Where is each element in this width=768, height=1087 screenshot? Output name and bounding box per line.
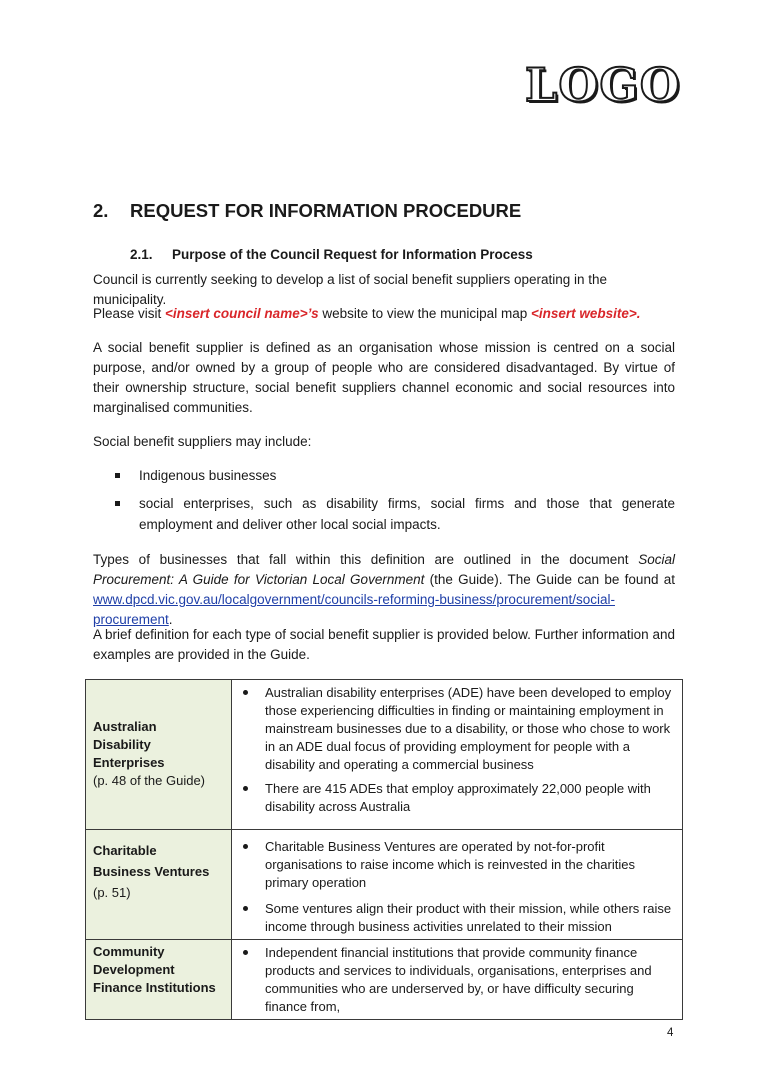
- row-label-line: Business Ventures: [93, 864, 210, 879]
- row-label-line: Community: [93, 944, 165, 959]
- row-content-cell: [232, 940, 683, 1020]
- section-heading: [93, 200, 521, 222]
- bullet-icon: [243, 786, 248, 791]
- row-label-cell: [86, 940, 232, 1020]
- list-item-text: There are 415 ADEs that employ approximately 22,000 people with disability across Australia: [265, 781, 651, 814]
- logo: LOGO: [525, 58, 681, 112]
- row-label-cell: [86, 680, 232, 830]
- subsection-title: Purpose of the Council Request for Information Process: [172, 247, 533, 262]
- visit-text-2: website to view the municipal map: [318, 306, 531, 321]
- row-label-line: Disability: [93, 737, 151, 752]
- supplier-types-table: [85, 679, 683, 1020]
- paragraph-visit: [93, 304, 675, 324]
- paragraph-guide: [93, 550, 675, 630]
- row-label-line: Enterprises: [93, 755, 165, 770]
- bullet-icon: [243, 950, 248, 955]
- council-name-placeholder: <insert council name>’s: [165, 306, 319, 321]
- list-item: [93, 493, 675, 535]
- subsection-heading: [130, 246, 533, 264]
- table-row: [86, 940, 683, 1020]
- website-placeholder: <insert website>.: [530, 306, 641, 321]
- list-item: [240, 780, 674, 816]
- row-label-line: Development: [93, 962, 175, 977]
- section-number: 2.: [93, 200, 109, 221]
- row-label-line: Australian: [93, 719, 157, 734]
- guide-text: Types of businesses that fall within this definition are outlined in the document: [93, 552, 639, 567]
- row-label-cell: [86, 830, 232, 940]
- row-label-line: Charitable: [93, 843, 157, 858]
- guide-link[interactable]: www.dpcd.vic.gov.au/localgovernment/councils-reforming-business/procurement/social-procurement: [93, 592, 615, 627]
- list-item-text: Independent financial institutions that provide community finance products and services to individuals, organisations, enterprises and communities who are underserved by, or have difficulty securing finance from,: [265, 945, 652, 1014]
- list-item-text: Australian disability enterprises (ADE) have been developed to employ those experiencing difficulties in finding or maintaining employment in mainstream businesses due to a disability, or those who chose to work in an ADE dual focus of providing employment for people with a disability and operating a commercial business: [265, 685, 672, 772]
- list-item-text: Charitable Business Ventures are operated by not-for-profit organisations to raise income which is reinvested in the charities primary operation: [265, 839, 635, 890]
- list-item: [93, 465, 675, 486]
- square-bullet-icon: [115, 501, 120, 506]
- visit-text: Please visit: [93, 306, 166, 321]
- list-item-text: Some ventures align their product with their mission, while others raise income through business activities unrelated to their mission: [265, 901, 672, 934]
- row-bullet-list: [240, 684, 674, 816]
- row-content-cell: [232, 680, 683, 830]
- row-label-line: Finance Institutions: [93, 980, 216, 995]
- guide-text-2: (the Guide). The Guide can be found at: [424, 572, 675, 587]
- row-page-reference: (p. 48 of the Guide): [93, 773, 206, 788]
- subsection-number: 2.1.: [130, 247, 153, 262]
- square-bullet-icon: [115, 473, 120, 478]
- list-item: [240, 838, 674, 892]
- guide-title: Social Procurement: A Guide for Victorian Local Government: [93, 552, 675, 587]
- section-title: REQUEST FOR INFORMATION PROCEDURE: [130, 200, 522, 221]
- supplier-bullet-list: [93, 465, 675, 542]
- paragraph-brief-definition: A brief definition for each type of social benefit supplier is provided below. Further information and examples are provided in the Guide.: [93, 627, 675, 662]
- table-row: [86, 830, 683, 940]
- page-number: 4: [667, 1027, 674, 1039]
- list-item-text: Indigenous businesses: [139, 468, 277, 483]
- list-item: [240, 684, 674, 774]
- row-content-cell: [232, 830, 683, 940]
- list-item: [240, 900, 674, 936]
- list-item: [240, 944, 674, 1016]
- table-row: [86, 680, 683, 830]
- bullet-icon: [243, 690, 248, 695]
- list-item-text: social enterprises, such as disability firms, social firms and those that generate employment and deliver other local social impacts.: [139, 496, 675, 532]
- row-page-reference: (p. 51): [93, 885, 131, 900]
- bullet-icon: [243, 906, 248, 911]
- paragraph-may-include: Social benefit suppliers may include:: [93, 434, 312, 449]
- row-bullet-list: [240, 944, 674, 1016]
- bullet-icon: [243, 844, 248, 849]
- paragraph-definition: A social benefit supplier is defined as an organisation whose mission is centred on a social purpose, and/or owned by a group of people who are considered disadvantaged. By virtue of their ownership structure, social benefit suppliers channel economic and social resources into marginalised communities.: [93, 340, 675, 415]
- row-bullet-list: [240, 838, 674, 936]
- paragraph-intro: Council is currently seeking to develop a list of social benefit suppliers operating in the municipality.: [93, 272, 608, 307]
- guide-text-end: .: [168, 612, 173, 627]
